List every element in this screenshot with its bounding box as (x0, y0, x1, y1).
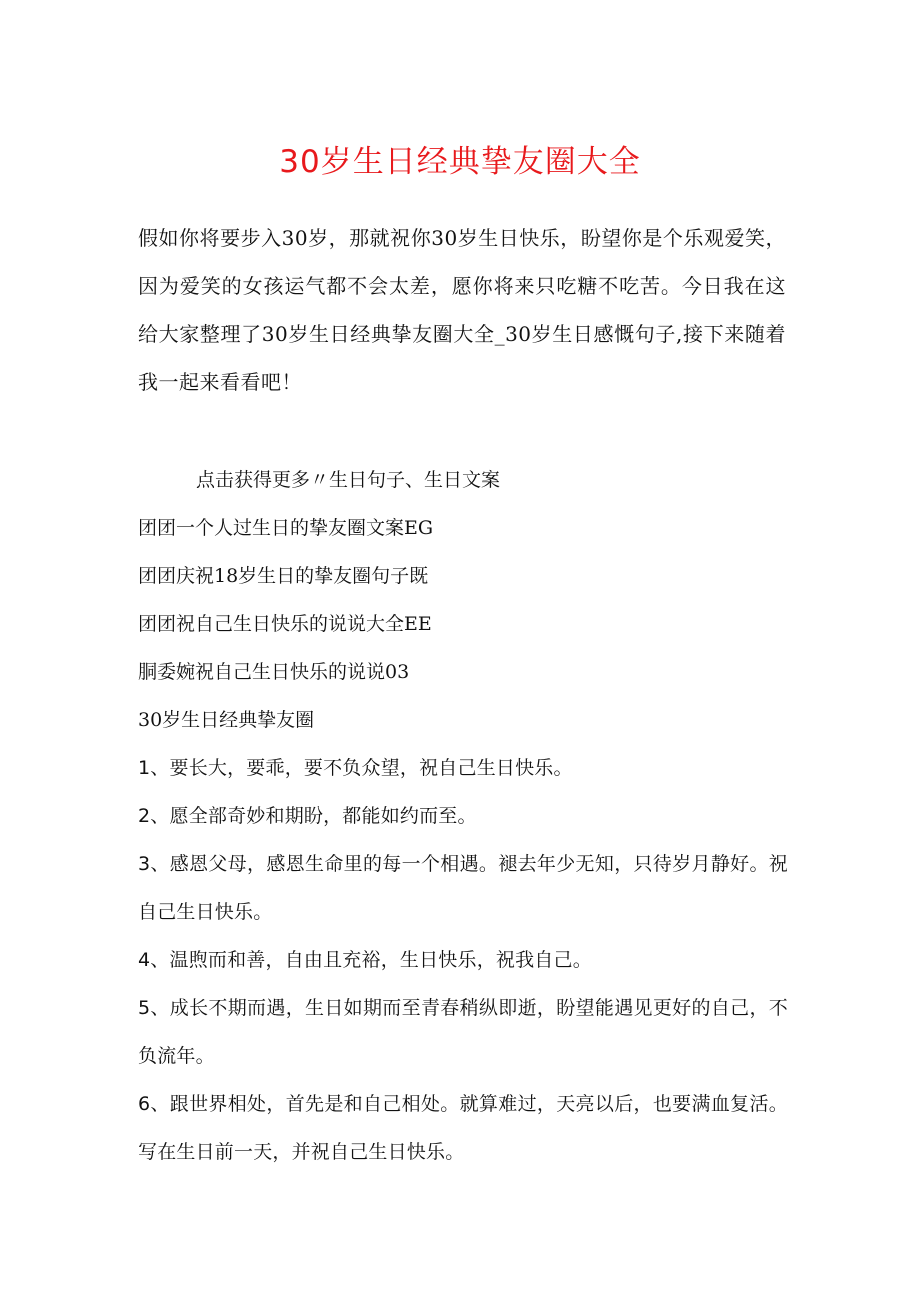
quote-text: 、跟世界相处，首先是和自己相处。就算难过，天亮以后，也要满血复活。写在生日前一天，并祝自己生日快乐。 (138, 1093, 788, 1163)
quote-number: 6 (138, 1093, 151, 1115)
related-links (138, 456, 786, 744)
quote-item (138, 792, 788, 840)
quote-number: 1 (138, 757, 151, 779)
section-title: 30岁生日经典挚友圈 (138, 709, 315, 731)
related-link[interactable]: 团团一个人过生日的挚友圈文案EG (138, 517, 434, 539)
quote-item (138, 936, 788, 984)
quote-item (138, 744, 788, 792)
quote-list (138, 744, 788, 1176)
quote-text: 、成长不期而遇，生日如期而至青春稍纵即逝，盼望能遇见更好的自己，不负流年。 (138, 997, 788, 1067)
quote-number: 2 (138, 805, 151, 827)
quote-item (138, 1080, 788, 1176)
page-title: 30岁生日经典挚友圈大全 (279, 144, 641, 180)
quote-item (138, 840, 788, 936)
quote-item (138, 984, 788, 1080)
related-link[interactable]: 胴委婉祝自己生日快乐的说说03 (138, 661, 410, 683)
quote-number: 5 (138, 997, 151, 1019)
intro-paragraph: 假如你将要步入30岁，那就祝你30岁生日快乐，盼望你是个乐观爱笑，因为爱笑的女孩运气都不会太差，愿你将来只吃糖不吃苦。今日我在这给大家整理了30岁生日经典挚友圈大全_30岁生日感慨句子,接下来随着我一起来看看吧！ (138, 226, 786, 394)
quote-number: 3 (138, 853, 151, 875)
quote-text: 、要长大，要乖，要不负众望，祝自己生日快乐。 (150, 757, 573, 779)
related-link[interactable]: 团团庆祝18岁生日的挚友圈句子既 (138, 565, 429, 587)
quote-text: 、温煦而和善，自由且充裕，生日快乐，祝我自己。 (150, 949, 592, 971)
quote-text: 、感恩父母，感恩生命里的每一个相遇。褪去年少无知，只待岁月静好。祝自己生日快乐。 (138, 853, 788, 923)
quote-text: 、愿全部奇妙和期盼，都能如约而至。 (150, 805, 477, 827)
related-link[interactable]: 团团祝自己生日快乐的说说大全EE (138, 613, 432, 635)
quote-number: 4 (138, 949, 151, 971)
links-header[interactable]: 点击获得更多〃生日句子、生日文案 (196, 469, 501, 491)
